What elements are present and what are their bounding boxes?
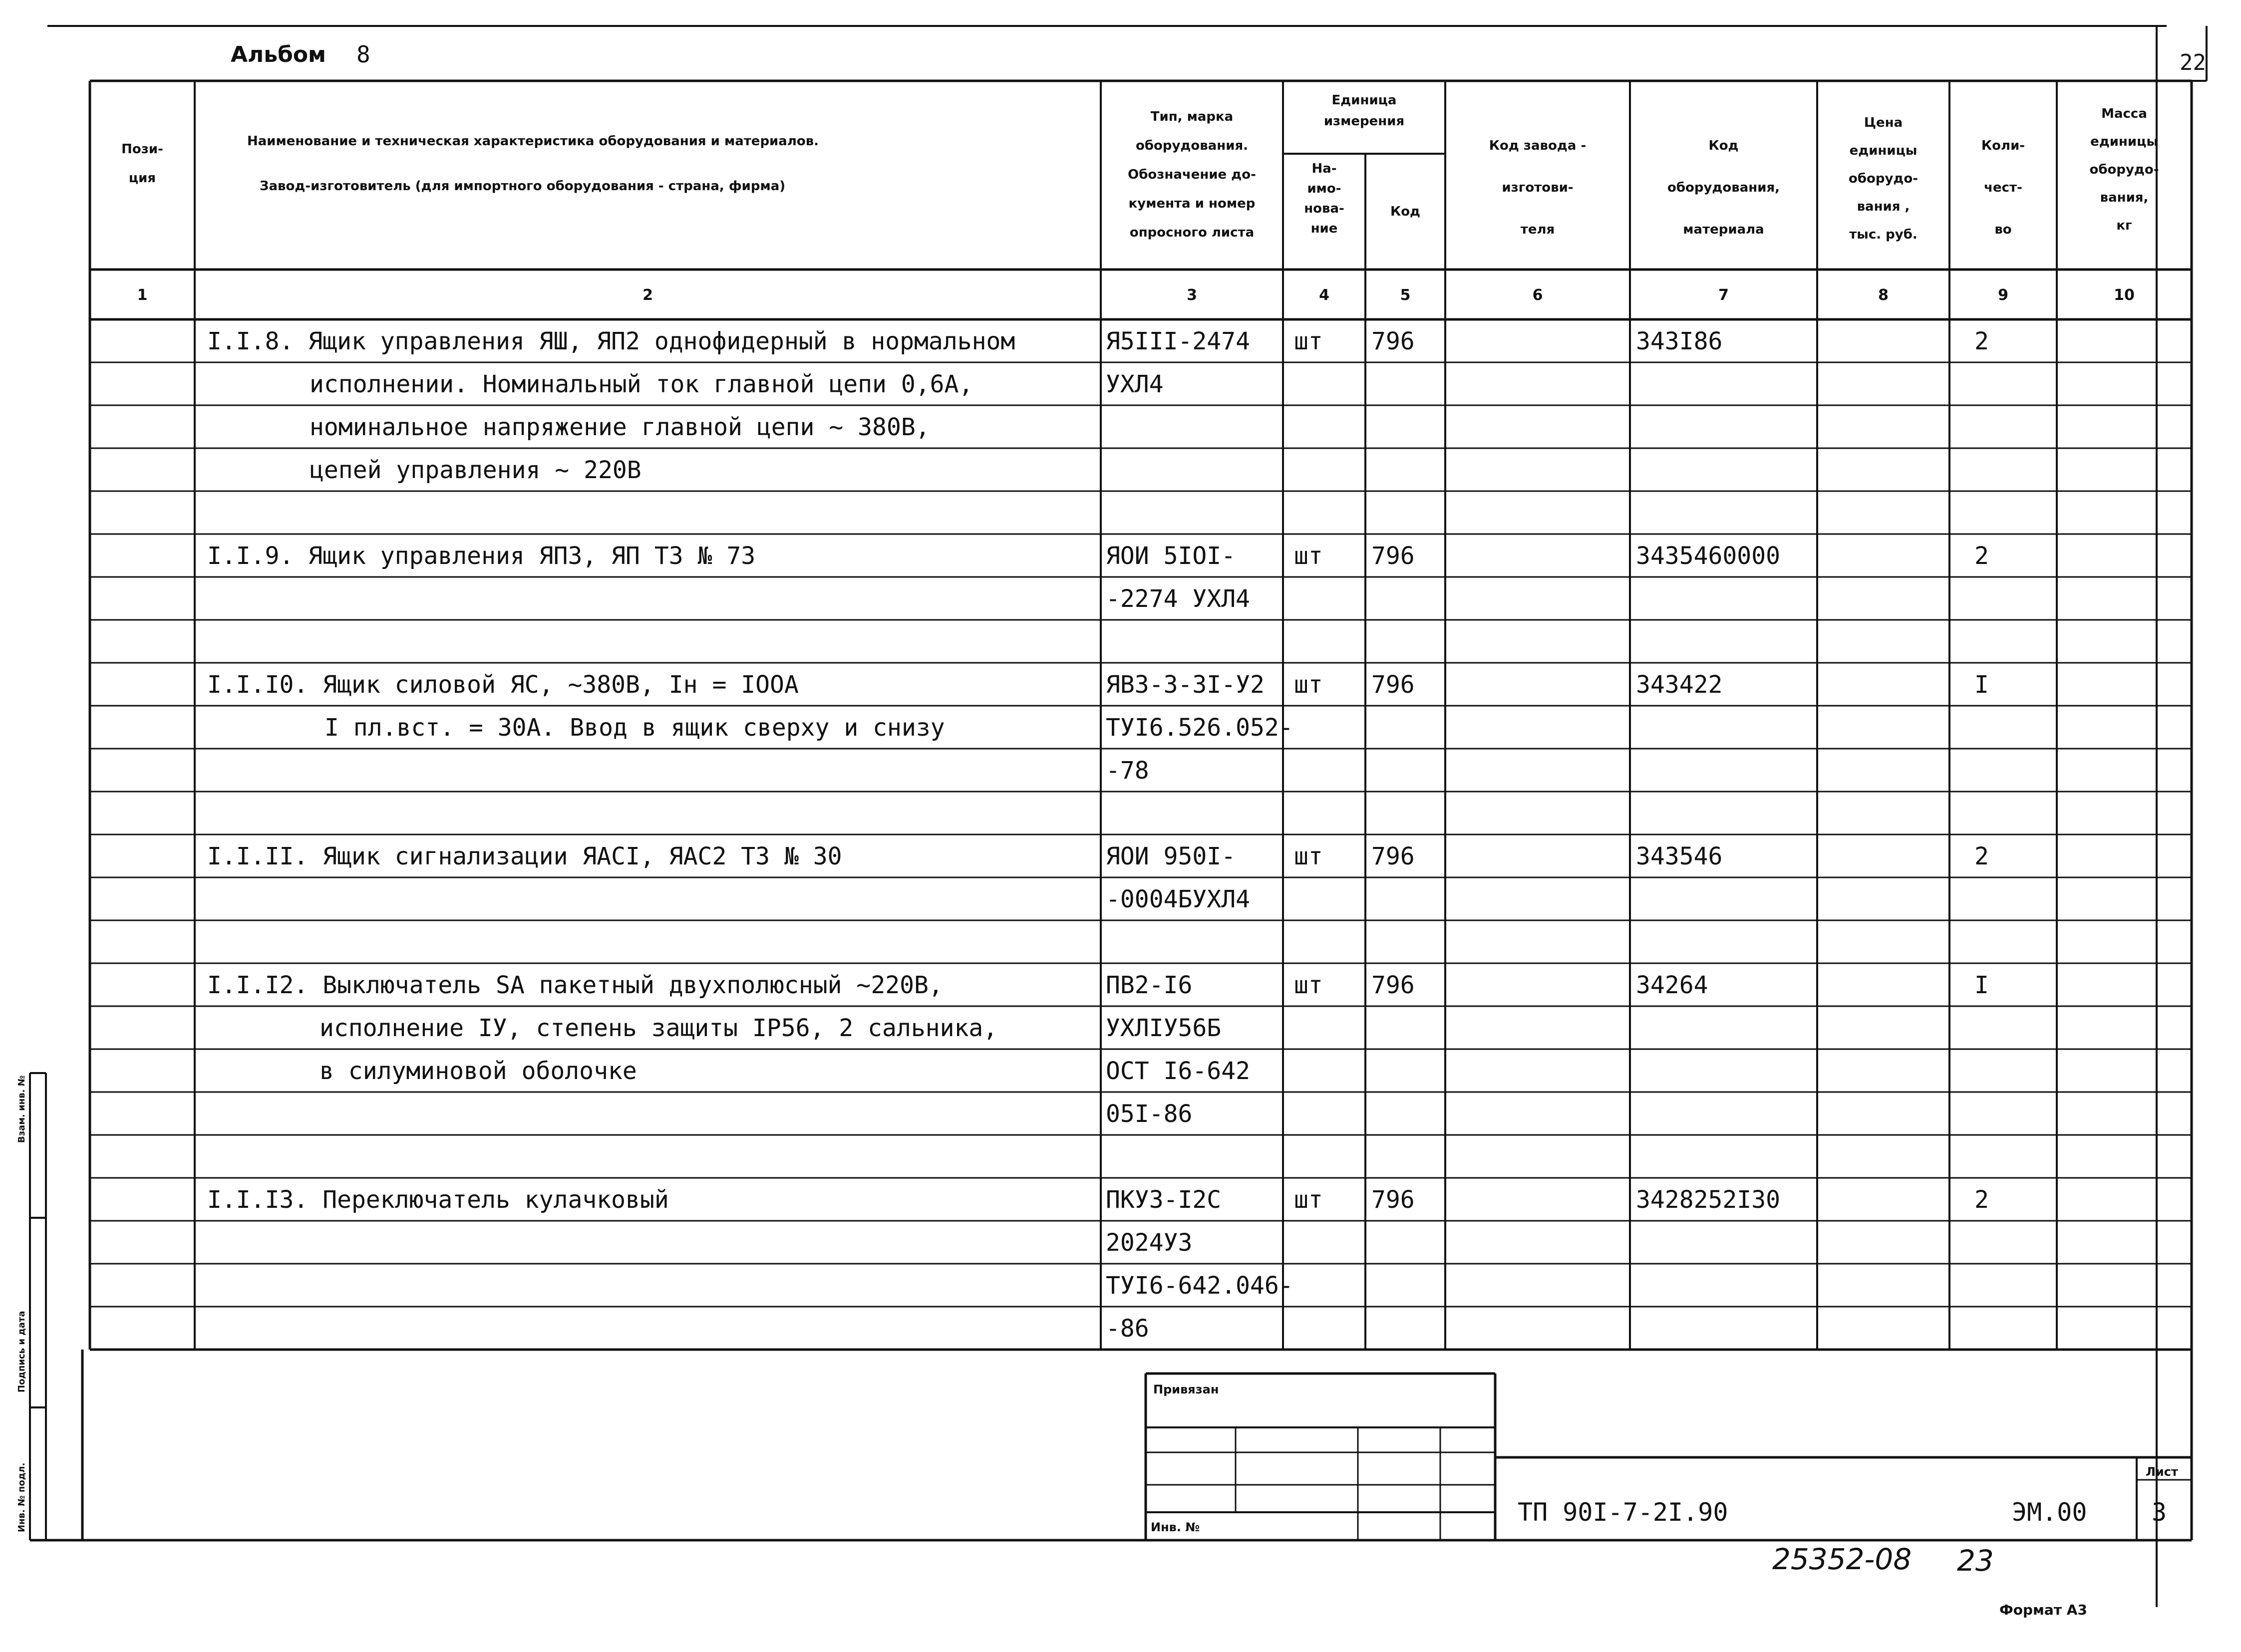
header-name-line2: Завод-изготовитель (для импортного оборудования - страна, фирма) [260,179,786,194]
row-equipment-code: 3435460000 [1636,542,1780,570]
side-label-signature-date: Подпись и дата [16,1311,27,1392]
column-number-4: 4 [1319,286,1329,304]
row-type-mark: УХЛIУ56Б [1106,1014,1222,1042]
row-type-mark: Я5III-2474 [1106,327,1250,355]
column-number-1: 1 [137,286,148,304]
header-quantity: Коли- чест- во [1981,138,2025,237]
side-label-original-inv: Инв. № подл. [16,1462,27,1532]
album-number: 8 [356,41,370,68]
row-description: I.I.II. Ящик сигнализации ЯАСI, ЯАС2 ТЗ № 30 [207,842,842,870]
row-unit-code: 796 [1371,327,1415,355]
row-unit-name: шт [1294,327,1323,355]
row-type-mark: 2024У3 [1106,1229,1193,1257]
row-type-mark: ЯВ3-3-3I-У2 [1106,671,1265,699]
header-equipment-code: Код оборудования, материала [1667,138,1780,237]
row-unit-name: шт [1294,671,1323,699]
column-number-7: 7 [1718,286,1729,304]
row-description: цепей управления ~ 220В [310,456,641,484]
header-type: Тип, марка оборудования. Обозначение до- кумента и номер опросного листа [1128,109,1256,240]
stamp-privyazan-label: Привязан [1153,1382,1219,1396]
stamp-sheet-code: ЭМ.00 [2012,1498,2087,1527]
row-description: I.I.I0. Ящик силовой ЯС, ~380В, Iн = IOOA [207,671,799,699]
header-unit-name: На- имо- нова- ние [1304,161,1344,236]
side-label-replaced-inv: Взам. инв. № [16,1075,27,1143]
row-unit-code: 796 [1371,671,1415,699]
row-quantity: I [1974,671,1989,699]
row-description: I.I.9. Ящик управления ЯП3, ЯП ТЗ № 73 [207,542,756,570]
column-number-6: 6 [1532,286,1543,304]
row-type-mark: ТУI6.526.052- [1106,714,1293,742]
row-type-mark: ПКУЗ-I2С [1106,1186,1222,1214]
row-type-mark: -86 [1106,1315,1149,1343]
row-description: в силуминовой оболочке [320,1057,637,1085]
row-equipment-code: 343546 [1636,842,1723,870]
stamp-list-label: Лист [2146,1465,2178,1479]
row-quantity: 2 [1974,327,1989,355]
column-number-8: 8 [1878,286,1889,304]
row-equipment-code: 343422 [1636,671,1723,699]
row-description: исполнение IУ, степень защиты IP56, 2 сальника, [320,1014,998,1042]
row-unit-code: 796 [1371,842,1415,870]
header-position: Пози- ция [121,142,163,186]
row-type-mark: ПВ2-I6 [1106,971,1193,999]
row-quantity: I [1974,971,1989,999]
row-quantity: 2 [1974,1186,1989,1214]
row-description: номинальное напряжение главной цепи ~ 380В, [310,413,930,441]
row-unit-code: 796 [1371,542,1415,570]
column-number-10: 10 [2114,286,2135,304]
row-type-mark: -2274 УХЛ4 [1106,585,1250,613]
footer-format: Формат А3 [1999,1602,2087,1618]
row-type-mark: ТУI6-642.046- [1106,1272,1293,1300]
row-equipment-code: 34264 [1636,971,1708,999]
stamp-designation: ТП 90I-7-2I.90 [1518,1498,1728,1527]
album-label: Альбом [231,42,326,67]
row-unit-name: шт [1294,542,1323,570]
column-number-2: 2 [642,286,653,304]
header-name-line1: Наименование и техническая характеристика оборудования и материалов. [247,134,819,149]
row-quantity: 2 [1974,842,1989,870]
header-unit-group: Единица измерения [1323,93,1405,129]
stamp-list-number: 3 [2152,1498,2167,1527]
header-price: Цена единицы оборудо- вания , тыс. руб. [1848,115,1919,242]
footer-handwritten-number: 25352-08 [1772,1542,1912,1576]
column-number-3: 3 [1187,286,1197,304]
row-type-mark: УХЛ4 [1106,370,1164,398]
row-unit-code: 796 [1371,1186,1415,1214]
header-unit-code: Код [1390,204,1421,219]
row-description: исполнении. Номинальный ток главной цепи 0,6А, [310,370,973,398]
row-equipment-code: 3428252I30 [1636,1186,1780,1214]
row-description: I.I.I3. Переключатель кулачковый [207,1186,669,1214]
stamp-inventory-label: Инв. № [1151,1520,1200,1534]
row-unit-name: шт [1294,971,1323,999]
header-plant-code: Код завода - изготови- теля [1489,138,1587,237]
row-type-mark: ОСТ I6-642 [1106,1057,1250,1085]
row-description: I пл.вст. = 30А. Ввод в ящик сверху и снизу [324,714,945,742]
row-type-mark: -78 [1106,757,1149,785]
row-description: I.I.8. Ящик управления ЯШ, ЯП2 однофидерный в нормальном [207,327,1015,355]
column-number-9: 9 [1998,286,2008,304]
column-number-5: 5 [1400,286,1411,304]
header-mass: Масса единицы оборудо- вания, кг [2089,106,2159,233]
row-unit-name: шт [1294,842,1323,870]
row-type-mark: ЯОИ 950I- [1106,842,1236,870]
footer-page-number: 23 [1957,1544,1994,1578]
row-unit-code: 796 [1371,971,1415,999]
row-type-mark: ЯОИ 5IOI- [1106,542,1236,570]
row-equipment-code: 343I86 [1636,327,1723,355]
row-type-mark: -0004БУХЛ4 [1106,885,1250,913]
sheet-corner-number: 22 [2180,50,2206,75]
row-quantity: 2 [1974,542,1989,570]
row-type-mark: 05I-86 [1106,1100,1193,1128]
row-description: I.I.I2. Выключатель SA пакетный двухполюсный ~220В, [207,971,943,999]
row-unit-name: шт [1294,1186,1323,1214]
